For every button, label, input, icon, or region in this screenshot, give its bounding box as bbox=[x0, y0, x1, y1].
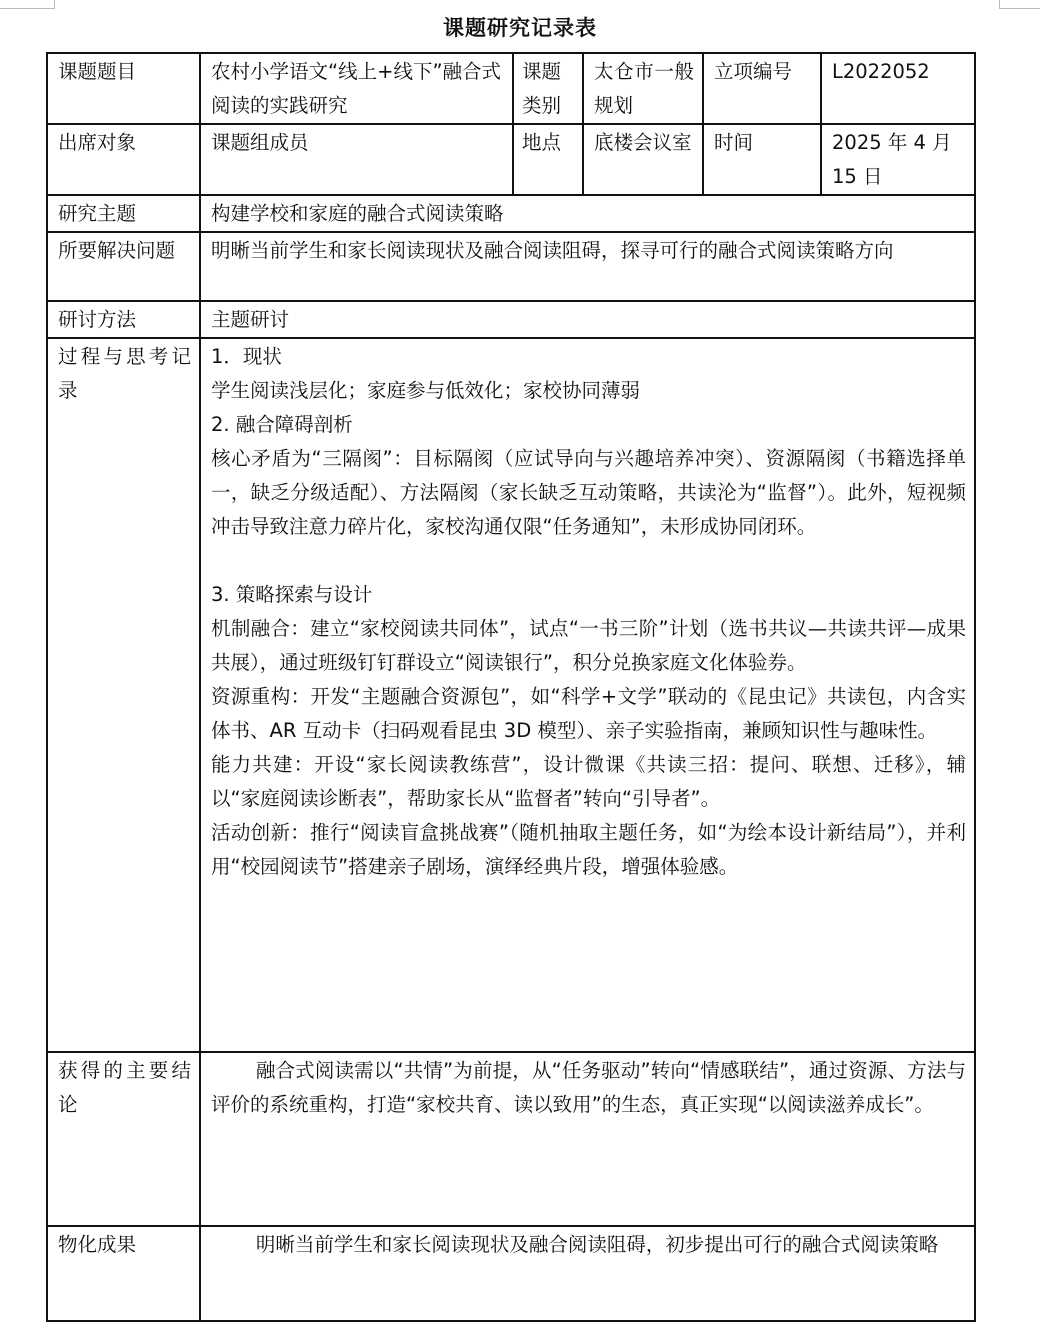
document-title: 课题研究记录表 bbox=[443, 16, 597, 40]
record-table bbox=[46, 52, 976, 1322]
theme-label: 研究主题 bbox=[47, 195, 200, 232]
paragraph-gap bbox=[211, 544, 966, 578]
method-label: 研讨方法 bbox=[47, 301, 200, 338]
page-corner-mark-left bbox=[0, 0, 55, 9]
problem-value: 明晰当前学生和家长阅读现状及融合阅读阻碍，探寻可行的融合式阅读策略方向 bbox=[200, 232, 975, 301]
table-row-conclusion bbox=[47, 1052, 975, 1226]
table-row-process bbox=[47, 338, 975, 1052]
topic-label: 课题题目 bbox=[47, 53, 200, 124]
process-paragraph: 机制融合：建立“家校阅读共同体”，试点“一书三阶”计划（选书共议—共读共评—成果共展），通过班级钉钉群设立“阅读银行”，积分兑换家庭文化体验券。 bbox=[211, 617, 966, 674]
project-no-value: L2022052 bbox=[821, 53, 975, 124]
location-label: 地点 bbox=[513, 124, 583, 195]
conclusion-value: 融合式阅读需以“共情”为前提，从“任务驱动”转向“情感联结”，通过资源、方法与评价的系统重构，打造“家校共育、读以致用”的生态，真正实现“以阅读滋养成长”。 bbox=[200, 1052, 975, 1226]
attendees-label: 出席对象 bbox=[47, 124, 200, 195]
table-row-theme bbox=[47, 195, 975, 232]
time-label: 时间 bbox=[703, 124, 821, 195]
theme-value: 构建学校和家庭的融合式阅读策略 bbox=[200, 195, 975, 232]
page-corner-mark-right bbox=[999, 0, 1040, 9]
process-paragraph: 资源重构：开发“主题融合资源包”，如“科学+文学”联动的《昆虫记》共读包，内含实体书、AR 互动卡（扫码观看昆虫 3D 模型）、亲子实验指南，兼顾知识性与趣味性。 bbox=[211, 685, 966, 742]
category-value: 太仓市一般规划 bbox=[583, 53, 703, 124]
process-body bbox=[200, 338, 975, 1052]
attendees-value: 课题组成员 bbox=[200, 124, 513, 195]
time-value: 2025 年 4 月 15 日 bbox=[821, 124, 975, 195]
table-row-topic bbox=[47, 53, 975, 124]
problem-label: 所要解决问题 bbox=[47, 232, 200, 301]
process-paragraph: 学生阅读浅层化；家庭参与低效化；家校协同薄弱 bbox=[211, 379, 641, 402]
project-no-label: 立项编号 bbox=[703, 53, 821, 124]
table-row-attendees bbox=[47, 124, 975, 195]
table-row-outcome bbox=[47, 1226, 975, 1321]
category-label: 课题类别 bbox=[513, 53, 583, 124]
method-value: 主题研讨 bbox=[200, 301, 975, 338]
table-row-method bbox=[47, 301, 975, 338]
process-paragraph: 核心矛盾为“三隔阂”：目标隔阂（应试导向与兴趣培养冲突）、资源隔阂（书籍选择单一，缺乏分级适配）、方法隔阂（家长缺乏互动策略，共读沦为“监督”）。此外，短视频冲击导致注意力碎片化，家校沟通仅限“任务通知”，未形成协同闭环。 bbox=[211, 447, 966, 538]
topic-value: 农村小学语文“线上+线下”融合式阅读的实践研究 bbox=[200, 53, 513, 124]
outcome-value: 明晰当前学生和家长阅读现状及融合阅读阻碍，初步提出可行的融合式阅读策略 bbox=[200, 1226, 975, 1321]
outcome-label: 物化成果 bbox=[47, 1226, 200, 1321]
process-heading-1: 1．现状 bbox=[211, 345, 282, 368]
process-heading-3: 3. 策略探索与设计 bbox=[211, 583, 373, 606]
table-row-problem bbox=[47, 232, 975, 301]
process-paragraph: 活动创新：推行“阅读盲盒挑战赛”（随机抽取主题任务，如“为绘本设计新结局”），并利用“校园阅读节”搭建亲子剧场，演绎经典片段，增强体验感。 bbox=[211, 821, 966, 878]
process-paragraph: 能力共建：开设“家长阅读教练营”，设计微课《共读三招：提问、联想、迁移》，辅以“家庭阅读诊断表”，帮助家长从“监督者”转向“引导者”。 bbox=[211, 753, 966, 810]
process-heading-2: 2. 融合障碍剖析 bbox=[211, 413, 353, 436]
conclusion-label: 获得的主要结论 bbox=[47, 1052, 200, 1226]
process-label: 过程与思考记录 bbox=[47, 338, 200, 1052]
location-value: 底楼会议室 bbox=[583, 124, 703, 195]
